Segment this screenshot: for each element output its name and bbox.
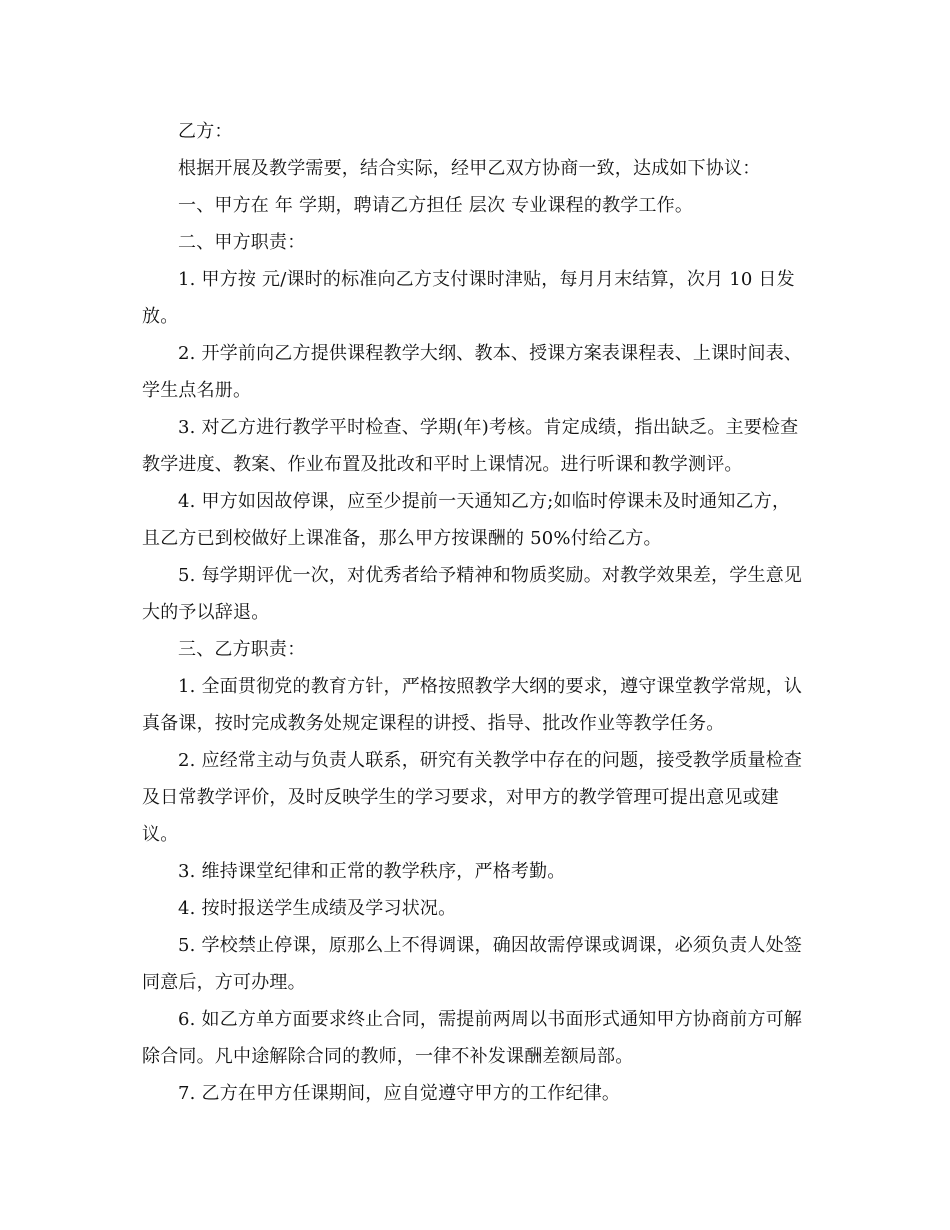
party-b-duty-3: 3. 维持课堂纪律和正常的教学秩序，严格考勤。 [178, 861, 566, 882]
section-one: 一、甲方在 年 学期，聘请乙方担任 层次 专业课程的教学工作。 [178, 195, 694, 216]
party-a-duty-5: 5. 每学期评优一次，对优秀者给予精神和物质奖励。对教学效果差，学生意见大的予以辞退。 [142, 565, 803, 623]
document-body [142, 113, 806, 1112]
party-b-label: 乙方： [178, 121, 233, 142]
party-b-duty-5: 5. 学校禁止停课，原那么上不得调课，确因故需停课或调课，必须负责人处签同意后，方可办理。 [142, 935, 803, 993]
party-a-duty-3: 3. 对乙方进行教学平时检查、学期(年)考核。肯定成绩，指出缺乏。主要检查教学进度、教案、作业布置及批改和平时上课情况。进行听课和教学测评。 [142, 417, 799, 475]
party-b-duty-6: 6. 如乙方单方面要求终止合同，需提前两周以书面形式通知甲方协商前方可解除合同。凡中途解除合同的教师，一律不补发课酬差额局部。 [142, 1009, 803, 1067]
party-b-duty-4: 4. 按时报送学生成绩及学习状况。 [178, 898, 457, 919]
intro-paragraph: 根据开展及教学需要，结合实际，经甲乙双方协商一致，达成如下协议： [178, 158, 761, 179]
party-b-duty-2: 2. 应经常主动与负责人联系，研究有关教学中存在的问题，接受教学质量检查及日常教学评价，及时反映学生的学习要求，对甲方的教学管理可提出意见或建议。 [142, 750, 803, 845]
party-a-duty-4: 4. 甲方如因故停课，应至少提前一天通知乙方;如临时停课未及时通知乙方，且乙方已到校做好上课准备，那么甲方按课酬的 50%付给乙方。 [142, 491, 791, 549]
party-b-duty-7: 7. 乙方在甲方任课期间，应自觉遵守甲方的工作纪律。 [178, 1083, 621, 1104]
party-a-duty-1: 1. 甲方按 元/课时的标准向乙方支付课时津贴，每月月末结算，次月 10 日发放。 [142, 269, 795, 327]
section-three-heading: 三、乙方职责： [178, 639, 306, 660]
party-a-duty-2: 2. 开学前向乙方提供课程教学大纲、教本、授课方案表课程表、上课时间表、学生点名册。 [142, 343, 803, 401]
section-two-heading: 二、甲方职责： [178, 232, 306, 253]
party-b-duty-1: 1. 全面贯彻党的教育方针，严格按照教学大纲的要求，遵守课堂教学常规，认真备课，按时完成教务处规定课程的讲授、指导、批改作业等教学任务。 [142, 676, 803, 734]
